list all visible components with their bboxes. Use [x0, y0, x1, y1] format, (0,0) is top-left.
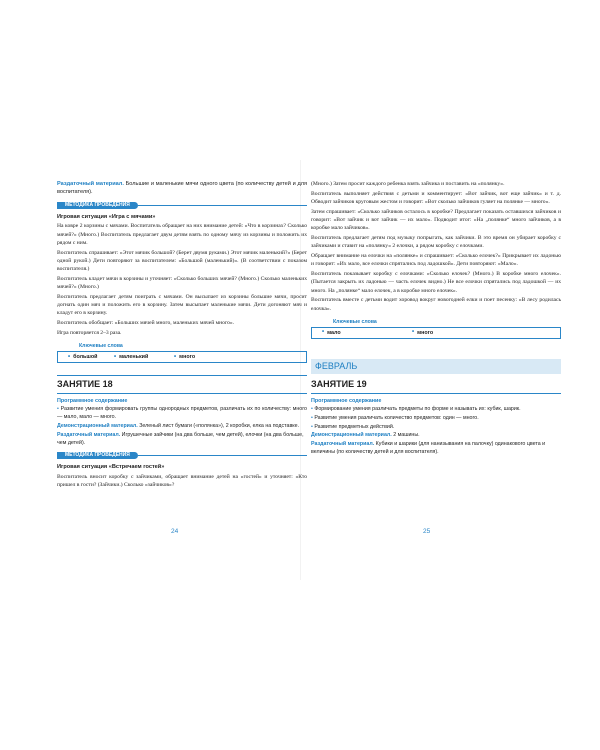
keyword: • большой — [68, 353, 98, 360]
keyword: • много — [412, 329, 434, 336]
paragraph: Воспитатель предлагает детям поиграть с мячами. Он высыпает из корзины большие мячи, просит догнать один мяч и положить его в корзину. Затем высыпает маленькие мячи. Дети догоняют мяч и кладут его в корзину. — [57, 293, 307, 317]
handout-label: Раздаточный материал. — [57, 181, 124, 187]
paragraph: Воспитатель предлагает детям под музыку попрыгать, как зайчики. В это время он убирает коробку с зайчиками и ставит на «полянку» 2 елочки, а рядом коробку с елочками. — [311, 235, 561, 250]
handout-material-2: Раздаточный материал. Игрушечные зайчики (на два больше, чем детей), елочки (на два больше, чем детей). — [57, 431, 304, 446]
paragraph: Воспитатель кладет мячи в корзины и уточняет: «Сколько больших мячей? (Много.) Сколько маленьких мячей?» (Много.) — [57, 275, 307, 291]
paragraph: Обращает внимание на елочки на «полянке» и спрашивает: «Сколько елочек?» Прикрывает их ладонью и говорит: «Их мало, все елочки спрятались под ладошкой». Дети повторяют: «Мало». — [311, 253, 561, 268]
book-spread — [0, 160, 600, 580]
method-tag: МЕТОДИКА ПРОВЕДЕНИЯ — [57, 202, 138, 209]
situation-heading-2: Игровая ситуация «Встречаем гостей» — [57, 464, 165, 471]
paragraph: Воспитатель выполняет действия с детьми и комментирует: «Вот зайчик, вот еще зайчик» и т. д. Обводит зайчиков круговым жестом и говорит: «Вот сколько зайчиков гуляет на полянке — много». — [311, 190, 561, 206]
month-banner: ФЕВРАЛЬ — [311, 359, 561, 374]
right-page — [311, 180, 561, 458]
handout-text: Большие и маленькие мячи одного цвета (по количеству детей и для воспитателя). — [57, 181, 308, 196]
lesson-title: ЗАНЯТИЕ 18 — [57, 378, 113, 389]
keywords-title: Ключевые слова — [79, 343, 123, 350]
paragraph: Воспитатель спрашивает: «Этот мячик большой? (Берет двумя руками.) Этот мячик маленький?» (Берет одной рукой.) Дети повторяют за воспитателем: «Большой (маленький)». (В соответствии с показом воспитателя.) — [57, 249, 307, 273]
left-page — [57, 180, 307, 491]
paragraph: Воспитатель вносит коробку с зайчиками, обращает внимание детей на «гостей» и уточняет: «Кто пришел в гости? (Зайчики.) Сколько «зайчиков»? — [57, 474, 307, 489]
handout-material — [57, 180, 307, 197]
keywords-box — [57, 343, 307, 363]
keywords-title: Ключевые слова — [333, 318, 377, 325]
situation-heading: Игровая ситуация «Игра с мячами» — [57, 213, 156, 220]
program-bullet: • Формирование умения различать предметы по форме и называть их: кубик, шарик. — [311, 405, 521, 412]
handout-material: Раздаточный материал. Кубики и шарики (для нанизывания на палочку) одинакового цвета и величины (по количеству детей и для воспитателя). — [311, 441, 546, 456]
program-bullet: • Развитие умения различать количество предметов: один — много. — [311, 414, 479, 421]
keyword: • маленький — [114, 353, 149, 360]
program-label: Программное содержание — [57, 398, 128, 405]
paragraph: На ковре 2 корзины с мячами. Воспитатель обращает на них внимание детей: «Что в корзинах? Сколько мячей?» (Много.) Воспитатель предлагает двум детям взять по одному мячу из корзины и положить их рядом с ним. — [57, 223, 307, 246]
paragraph: Затем спрашивает: «Сколько зайчиков осталось в коробке? Предлагает показать оставшихся зайчиков и говорит: «Вот зайчик и вот зайчик — их мало». Подводит итог: «На „полянке“ много зайчиков, а в коробке мало зайчиков». — [311, 208, 561, 232]
paragraph: (Много.) Затем просит каждого ребенка взять зайчика и поставить на «полянку». — [311, 181, 505, 187]
method-tag: МЕТОДИКА ПРОВЕДЕНИЯ — [57, 452, 138, 459]
paragraph: Воспитатель обобщает: «Больших мячей много, маленьких мячей много». — [57, 320, 235, 327]
program-bullet: • Развитие предметных действий. — [311, 423, 395, 430]
page-number-right: 25 — [423, 528, 431, 535]
lesson-title: ЗАНЯТИЕ 19 — [311, 378, 367, 389]
lesson-header — [311, 376, 561, 394]
paragraph: Воспитатель вместе с детьми водит хоровод вокруг новогодней елки и поет песенку: «В лесу родилась елочка». — [311, 297, 561, 312]
program-label: Программное содержание — [311, 397, 382, 404]
method-bar — [57, 202, 307, 209]
page-number-left: 24 — [171, 528, 179, 535]
keyword: • много — [174, 353, 196, 360]
lesson-header — [57, 375, 307, 394]
demo-material: Демонстрационный материал. 2 машины. — [311, 432, 420, 439]
paragraph: Игра повторяется 2–3 раза. — [57, 329, 122, 336]
keyword: • мало — [322, 329, 341, 336]
method-bar-2 — [57, 452, 307, 459]
keywords-box — [311, 319, 561, 339]
program-bullet: • Развитие умения формировать группы однородных предметов, различать их по количеству: много — мало, мало — много. — [57, 406, 307, 421]
demo-material: Демонстрационный материал. Зеленый лист бумаги («полянка»), 2 коробки, елка на подставке. — [57, 422, 300, 429]
paragraph: Воспитатель показывает коробку с елочками: «Сколько елочек? (Много.) В коробке много елочек». (Пытается закрыть их ладонью — часть елочек видно.) Не все елочки спрятались под ладошкой — их много. На „полянке“ мало елочек, а в коробке много елочек». — [311, 271, 561, 294]
